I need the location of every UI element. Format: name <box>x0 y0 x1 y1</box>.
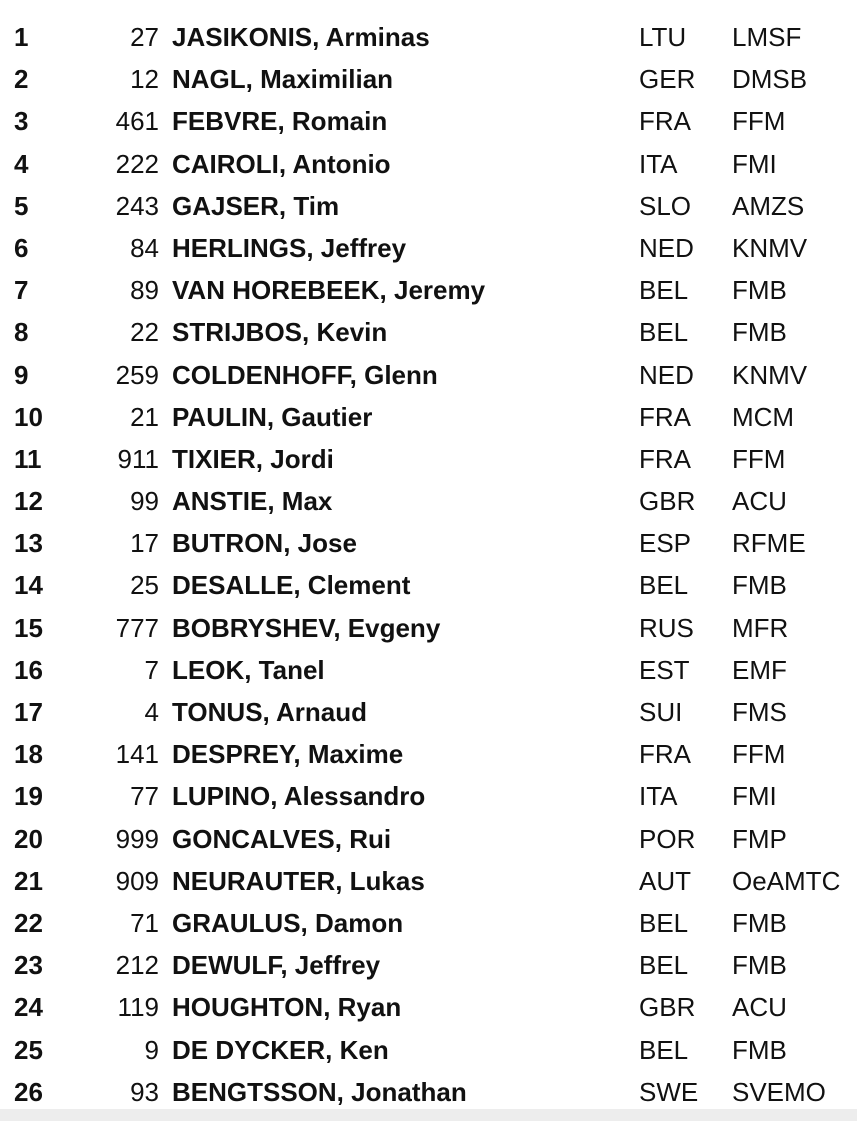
nation-cell: RUS <box>639 612 694 643</box>
federation-cell: FFM <box>732 739 786 770</box>
federation-cell: FMP <box>732 823 787 854</box>
result-row <box>0 58 857 100</box>
nation-cell: GER <box>639 64 696 95</box>
position-cell: 18 <box>14 739 43 770</box>
rider-name-cell: STRIJBOS, Kevin <box>172 317 388 348</box>
position-cell: 21 <box>14 865 43 896</box>
result-row <box>0 944 857 986</box>
rider-number-cell: 71 <box>130 907 159 938</box>
rider-number-cell: 25 <box>130 570 159 601</box>
rider-number-cell: 4 <box>144 697 159 727</box>
result-row <box>0 354 857 396</box>
result-row <box>0 691 857 733</box>
federation-cell: RFME <box>732 528 806 559</box>
result-row <box>0 269 857 311</box>
federation-cell: FMS <box>732 697 787 727</box>
results-table <box>0 16 857 1113</box>
nation-cell: SLO <box>639 190 692 221</box>
nation-cell: SWE <box>639 1076 699 1107</box>
nation-cell: FRA <box>639 739 691 770</box>
result-row <box>0 860 857 902</box>
rider-name-cell: PAULIN, Gautier <box>172 401 373 432</box>
rider-number-cell: 119 <box>117 992 159 1023</box>
position-cell: 16 <box>14 654 43 685</box>
federation-cell: LMSF <box>732 22 802 52</box>
rider-number-cell: 222 <box>115 148 159 179</box>
rider-number-cell: 27 <box>130 22 159 52</box>
result-row <box>0 16 857 58</box>
position-cell: 5 <box>14 190 29 221</box>
result-row <box>0 607 857 649</box>
position-cell: 17 <box>14 697 43 727</box>
nation-cell: BEL <box>639 950 689 981</box>
nation-cell: EST <box>639 654 690 685</box>
nation-cell: GBR <box>639 992 696 1023</box>
nation-cell: BEL <box>639 275 689 306</box>
position-cell: 20 <box>14 823 43 854</box>
position-cell: 13 <box>14 528 43 559</box>
federation-cell: FMB <box>732 317 787 348</box>
federation-cell: MCM <box>732 401 795 432</box>
nation-cell: BEL <box>639 1034 689 1065</box>
nation-cell: ESP <box>639 528 692 559</box>
rider-number-cell: 12 <box>130 64 159 95</box>
result-row <box>0 438 857 480</box>
position-cell: 7 <box>14 275 29 306</box>
rider-name-cell: DESALLE, Clement <box>172 570 411 601</box>
rider-number-cell: 9 <box>144 1034 159 1065</box>
rider-name-cell: COLDENHOFF, Glenn <box>172 359 438 390</box>
rider-number-cell: 89 <box>130 275 159 306</box>
position-cell: 12 <box>14 486 43 517</box>
nation-cell: NED <box>639 359 694 390</box>
position-cell: 25 <box>14 1034 43 1065</box>
position-cell: 9 <box>14 359 29 390</box>
nation-cell: BEL <box>639 317 689 348</box>
nation-cell: ITA <box>639 781 678 812</box>
rider-number-cell: 999 <box>115 823 159 854</box>
federation-cell: FMB <box>732 1034 787 1065</box>
position-cell: 11 <box>14 443 42 474</box>
result-row <box>0 396 857 438</box>
position-cell: 6 <box>14 232 29 263</box>
result-row <box>0 986 857 1028</box>
federation-cell: FMB <box>732 950 787 981</box>
rider-number-cell: 7 <box>144 654 159 685</box>
nation-cell: AUT <box>639 865 691 896</box>
federation-cell: FMB <box>732 570 787 601</box>
rider-name-cell: HOUGHTON, Ryan <box>172 992 402 1023</box>
result-row <box>0 1071 857 1113</box>
federation-cell: FMI <box>732 781 777 812</box>
rider-name-cell: JASIKONIS, Arminas <box>172 22 430 52</box>
rider-number-cell: 212 <box>115 950 159 981</box>
result-row <box>0 227 857 269</box>
position-cell: 24 <box>14 992 43 1023</box>
federation-cell: SVEMO <box>732 1076 826 1107</box>
result-row <box>0 522 857 564</box>
rider-name-cell: BUTRON, Jose <box>172 528 357 559</box>
federation-cell: FMI <box>732 148 777 179</box>
rider-number-cell: 77 <box>130 781 159 812</box>
nation-cell: NED <box>639 232 694 263</box>
rider-number-cell: 22 <box>130 317 159 348</box>
federation-cell: FMB <box>732 275 787 306</box>
position-cell: 19 <box>14 781 43 812</box>
rider-number-cell: 259 <box>115 359 159 390</box>
rider-number-cell: 777 <box>115 612 159 643</box>
federation-cell: EMF <box>732 654 787 685</box>
rider-number-cell: 141 <box>115 739 159 770</box>
position-cell: 14 <box>14 570 43 601</box>
position-cell: 4 <box>14 148 29 179</box>
position-cell: 23 <box>14 950 43 981</box>
rider-name-cell: GAJSER, Tim <box>172 190 340 221</box>
rider-name-cell: BENGTSSON, Jonathan <box>172 1076 467 1107</box>
position-cell: 3 <box>14 106 29 137</box>
rider-name-cell: HERLINGS, Jeffrey <box>172 232 407 263</box>
rider-number-cell: 99 <box>130 486 159 517</box>
result-row <box>0 185 857 227</box>
federation-cell: FFM <box>732 443 786 474</box>
federation-cell: MFR <box>732 612 789 643</box>
rider-name-cell: GONCALVES, Rui <box>172 823 392 854</box>
position-cell: 26 <box>14 1076 43 1107</box>
rider-name-cell: TIXIER, Jordi <box>172 443 334 474</box>
rider-name-cell: NAGL, Maximilian <box>172 64 394 95</box>
rider-number-cell: 461 <box>115 106 159 137</box>
rider-name-cell: DE DYCKER, Ken <box>172 1034 389 1065</box>
rider-name-cell: BOBRYSHEV, Evgeny <box>172 612 441 643</box>
federation-cell: KNMV <box>732 359 808 390</box>
result-row <box>0 1029 857 1071</box>
result-row <box>0 902 857 944</box>
federation-cell: ACU <box>732 486 787 517</box>
federation-cell: ACU <box>732 992 787 1023</box>
result-row <box>0 649 857 691</box>
result-row <box>0 733 857 775</box>
rider-number-cell: 17 <box>130 528 159 559</box>
rider-number-cell: 911 <box>117 443 159 474</box>
nation-cell: ITA <box>639 148 678 179</box>
rider-number-cell: 84 <box>130 232 159 263</box>
rider-name-cell: VAN HOREBEEK, Jeremy <box>172 275 486 306</box>
nation-cell: GBR <box>639 486 696 517</box>
position-cell: 8 <box>14 317 29 348</box>
position-cell: 2 <box>14 64 29 95</box>
rider-name-cell: LUPINO, Alessandro <box>172 781 426 812</box>
nation-cell: FRA <box>639 443 691 474</box>
result-row <box>0 818 857 860</box>
rider-name-cell: DEWULF, Jeffrey <box>172 950 381 981</box>
rider-name-cell: CAIROLI, Antonio <box>172 148 391 179</box>
federation-cell: DMSB <box>732 64 808 95</box>
rider-number-cell: 21 <box>130 401 159 432</box>
position-cell: 10 <box>14 401 43 432</box>
page-bottom-edge <box>0 1109 857 1121</box>
position-cell: 1 <box>14 22 29 52</box>
position-cell: 22 <box>14 907 43 938</box>
rider-name-cell: FEBVRE, Romain <box>172 106 388 137</box>
federation-cell: OeAMTC <box>732 865 841 896</box>
result-row <box>0 480 857 522</box>
rider-number-cell: 243 <box>115 190 159 221</box>
federation-cell: FFM <box>732 106 786 137</box>
result-row <box>0 775 857 817</box>
rider-number-cell: 93 <box>130 1076 159 1107</box>
result-row <box>0 311 857 353</box>
federation-cell: KNMV <box>732 232 808 263</box>
result-row <box>0 564 857 606</box>
position-cell: 15 <box>14 612 43 643</box>
nation-cell: FRA <box>639 106 691 137</box>
federation-cell: FMB <box>732 907 787 938</box>
rider-name-cell: GRAULUS, Damon <box>172 907 404 938</box>
nation-cell: POR <box>639 823 696 854</box>
rider-name-cell: ANSTIE, Max <box>172 486 333 517</box>
rider-number-cell: 909 <box>115 865 159 896</box>
rider-name-cell: DESPREY, Maxime <box>172 739 404 770</box>
result-row <box>0 143 857 185</box>
rider-name-cell: TONUS, Arnaud <box>172 697 368 727</box>
nation-cell: LTU <box>639 22 687 52</box>
nation-cell: BEL <box>639 907 689 938</box>
rider-name-cell: NEURAUTER, Lukas <box>172 865 425 896</box>
nation-cell: SUI <box>639 697 683 727</box>
nation-cell: FRA <box>639 401 691 432</box>
rider-name-cell: LEOK, Tanel <box>172 654 325 685</box>
nation-cell: BEL <box>639 570 689 601</box>
federation-cell: AMZS <box>732 190 805 221</box>
result-row <box>0 100 857 142</box>
